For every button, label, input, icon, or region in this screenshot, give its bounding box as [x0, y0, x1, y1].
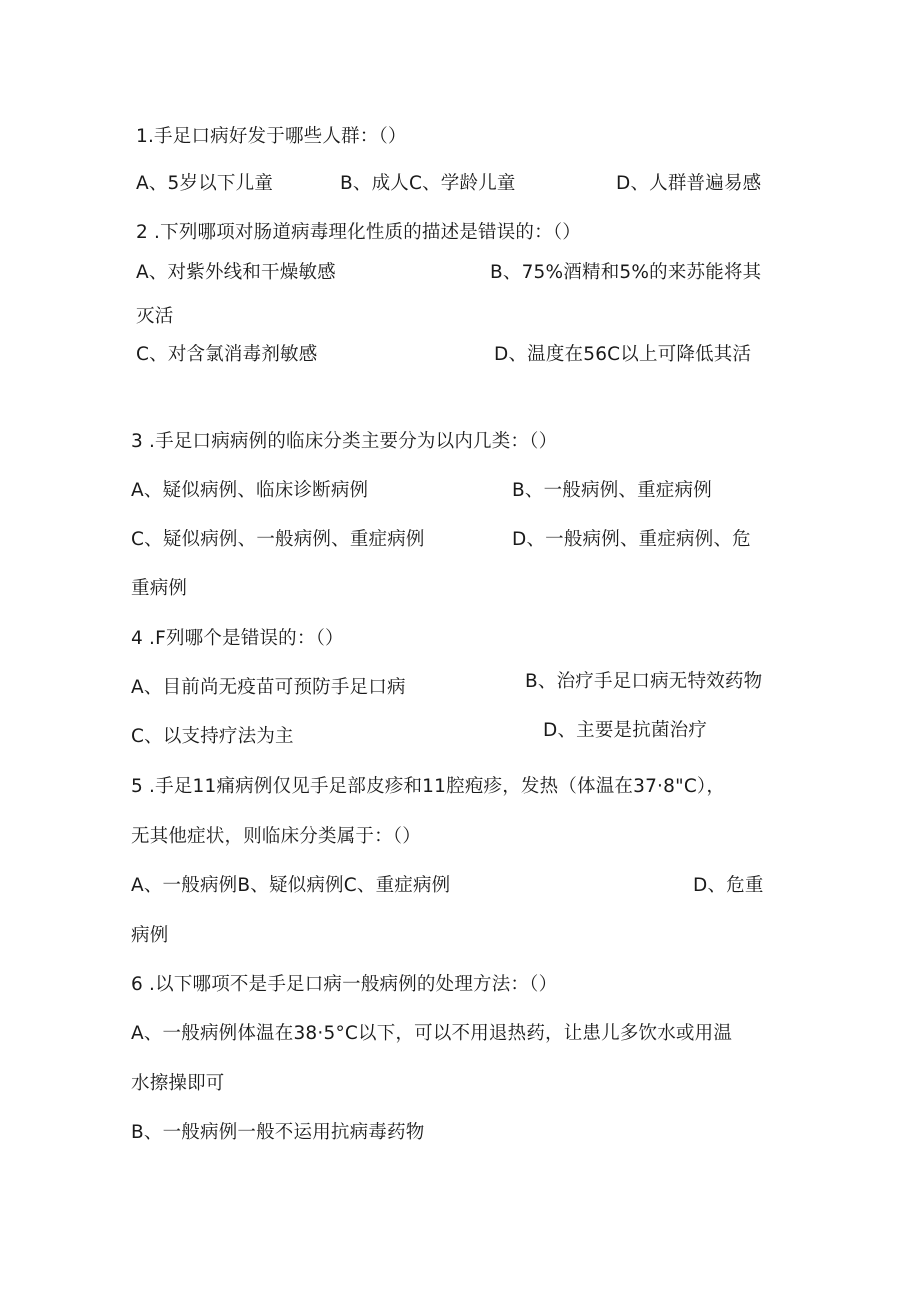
question-3-option-d-continued: 重病例 [131, 578, 188, 599]
question-2-option-d: D、温度在56C以上可降低其活 [494, 344, 752, 365]
question-2-option-b-continued: 灭活 [136, 306, 174, 327]
question-5-option-d: D、危重 [693, 875, 764, 896]
question-4-option-c: C、以支持疗法为主 [131, 726, 294, 747]
question-4-option-b: B、治疗手足口病无特效药物 [525, 671, 763, 692]
question-3-stem: 3 .手足口病病例的临床分类主要分为以内几类：（） [131, 431, 558, 452]
question-3-option-b: B、一般病例、重症病例 [512, 480, 712, 501]
question-5-stem-continued: 无其他症状，则临床分类属于：（） [131, 826, 421, 847]
question-1-option-d: D、人群普遍易感 [616, 173, 762, 194]
question-3-option-d: D、一般病例、重症病例、危 [512, 529, 751, 550]
question-1-option-a: A、5岁以下儿童 [136, 173, 274, 194]
question-1-option-bc: B、成人C、学龄儿童 [340, 173, 516, 194]
question-2-option-c: C、对含氯消毒剂敏感 [136, 344, 318, 365]
question-5-stem: 5 .手足11痛病例仅见手足部皮疹和11腔疱疹，发热（体温在37·8"C）， [131, 776, 726, 797]
question-5-option-d-continued: 病例 [131, 925, 169, 946]
question-4-option-a: A、目前尚无疫苗可预防手足口病 [131, 677, 406, 698]
question-4-option-d: D、主要是抗菌治疗 [543, 720, 708, 741]
question-2-option-a: A、对紫外线和干燥敏感 [136, 262, 336, 283]
question-6-option-a-continued: 水擦操即可 [131, 1073, 225, 1094]
question-2-stem: 2 .下列哪项对肠道病毒理化性质的描述是错误的：（） [136, 222, 581, 243]
question-1-stem: 1.手足口病好发于哪些人群：（） [136, 126, 407, 147]
question-2-option-b: B、75%酒精和5%的来苏能将其 [490, 262, 762, 283]
question-4-stem: 4 .F列哪个是错误的：（） [131, 628, 344, 649]
question-6-stem: 6 .以下哪项不是手足口病一般病例的处理方法：（） [131, 974, 558, 995]
question-6-option-a: A、一般病例体温在38·5°C以下，可以不用退热药，让患儿多饮水或用温 [131, 1023, 733, 1044]
question-3-option-c: C、疑似病例、一般病例、重症病例 [131, 529, 425, 550]
question-3-option-a: A、疑似病例、临床诊断病例 [131, 480, 369, 501]
question-6-option-b: B、一般病例一般不运用抗病毒药物 [131, 1122, 425, 1143]
question-5-option-abc: A、一般病例B、疑似病例C、重症病例 [131, 875, 451, 896]
